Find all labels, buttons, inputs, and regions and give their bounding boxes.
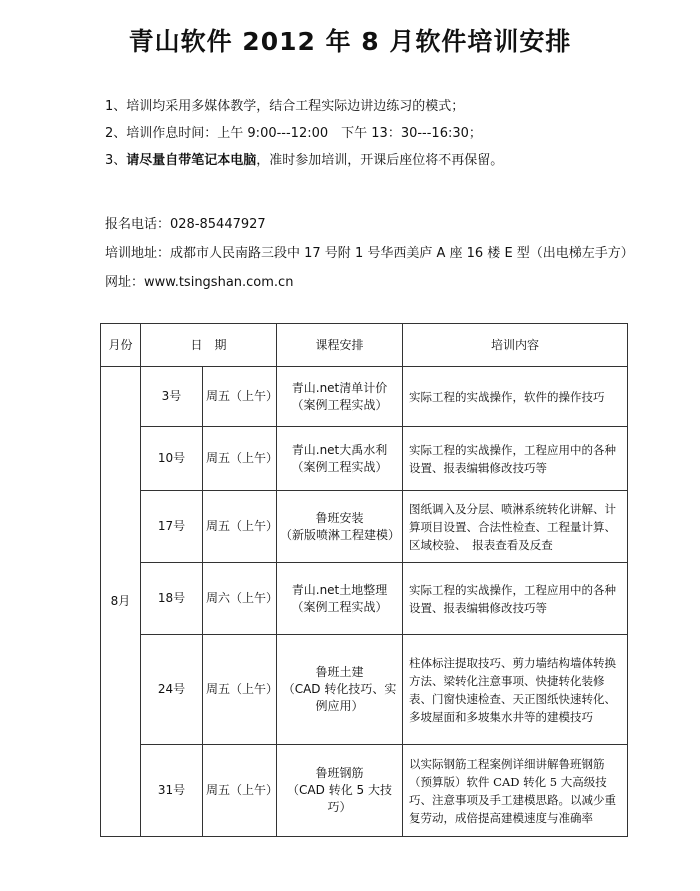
course-cell [277,635,403,745]
weekday-cell: 周五（上午） [203,491,277,563]
note-item-1 [105,98,665,125]
weekday-cell: 周六（上午） [203,563,277,635]
course-cell [277,367,403,427]
course-cell [277,563,403,635]
note-text: ，准时参加培训，开课后座位将不再保留。 [256,153,504,168]
note-prefix: 3、 [105,153,127,168]
date-cell: 24号 [141,635,203,745]
weekday-cell: 周五（上午） [203,427,277,491]
course-cell [277,745,403,837]
course-name: 青山.net土地整理 [291,582,388,597]
date-cell: 17号 [141,491,203,563]
course-note: （CAD 转化技巧、实例应用） [282,682,397,713]
note-item-2 [105,125,665,152]
content-cell: 柱体标注提取技巧、剪力墙结构墙体转换方法、梁转化注意事项、快捷转化装修表、门窗快速检查、天正图纸快速转化、多坡屋面和多坡集水井等的建模技巧 [403,635,628,745]
course-note: （CAD 转化 5 大技巧） [287,783,392,814]
date-cell: 31号 [141,745,203,837]
table-row [101,635,628,745]
content-cell: 以实际钢筋工程案例详细讲解鲁班钢筋（预算版）软件 CAD 转化 5 大高级技巧、注意事项及手工建模思路。以减少重复劳动，成倍提高建模速度与准确率 [403,745,628,837]
date-cell: 3号 [141,367,203,427]
content-cell: 实际工程的实战操作，工程应用中的各种设置、报表编辑修改技巧等 [403,427,628,491]
course-name: 鲁班安装 [315,510,364,525]
content-cell: 实际工程的实战操作，软件的操作技巧 [403,367,628,427]
content-cell: 实际工程的实战操作，工程应用中的各种设置、报表编辑修改技巧等 [403,563,628,635]
course-note: （案例工程实战） [291,459,388,474]
course-name: 鲁班土建 [315,665,364,679]
date-cell: 18号 [141,563,203,635]
course-name: 青山.net大禹水利 [291,442,388,457]
table-header-row [101,324,628,367]
note-bold-text: 请尽量自带笔记本电脑 [126,153,257,168]
course-cell [277,491,403,563]
course-cell [277,427,403,491]
note-item-3 [105,152,665,179]
table-row [101,427,628,491]
weekday-cell: 周五（上午） [203,367,277,427]
course-name: 鲁班钢筋 [315,766,364,780]
date-cell: 10号 [141,427,203,491]
table-row [101,745,628,837]
contact-info [105,216,665,303]
table-row [101,367,628,427]
course-name: 青山.net清单计价 [291,380,388,395]
contact-website: 网址：www.tsingshan.com.cn [105,275,294,290]
schedule-table [100,323,628,837]
table-row [101,491,628,563]
weekday-cell: 周五（上午） [203,745,277,837]
content-cell: 图纸调入及分层、喷淋系统转化讲解、计算项目设置、合法性检查、工程量计算、区域校验、 报表查看及反查 [403,491,628,563]
header-content: 培训内容 [403,324,628,367]
month-cell: 8月 [101,367,141,837]
notes-list [105,98,665,179]
header-month: 月份 [101,324,141,367]
course-note: （新版喷淋工程建模） [280,527,401,542]
course-note: （案例工程实战） [291,397,388,412]
note-text: 培训均采用多媒体教学，结合工程实际边讲边练习的模式； [126,99,465,114]
note-prefix: 1、 [105,99,127,114]
table-row [101,563,628,635]
header-date: 日 期 [141,324,277,367]
header-course: 课程安排 [277,324,403,367]
page-title: 青山软件 2012 年 8 月软件培训安排 [128,27,572,56]
note-text: 培训作息时间：上午 9:00---12:00 下午 13：30---16:30； [126,126,482,141]
note-prefix: 2、 [105,126,127,141]
contact-address: 培训地址：成都市人民南路三段中 17 号附 1 号华西美庐 A 座 16 楼 E 型（出电梯左手方） [105,246,634,261]
contact-phone: 报名电话：028-85447927 [105,217,266,232]
weekday-cell: 周五（上午） [203,635,277,745]
course-note: （案例工程实战） [291,599,388,614]
